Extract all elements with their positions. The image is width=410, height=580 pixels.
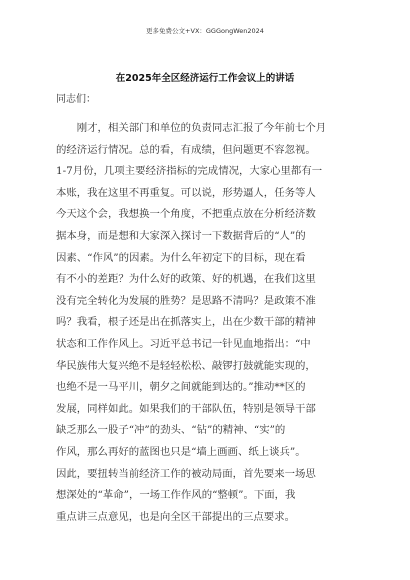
- body-line: 今天这个会，我想换一个角度，不把重点放在分析经济数: [56, 208, 316, 221]
- header-watermark: 更多免费公文+VX：GGGongWen2024: [146, 27, 264, 35]
- body-line: 重点讲三点意见，也是向全区干部提出的三点要求。: [56, 510, 295, 523]
- body-line: 有不小的差距？为什么好的政策、好的机遇，在我们这里: [56, 273, 316, 286]
- body-line: 也绝不是一马平川，朝夕之间就能到达的。”推动**区的: [56, 381, 306, 394]
- body-line: 吗？我看，根子还是出在抓落实上，出在少数干部的精神: [56, 316, 316, 329]
- body-line: 因此，要扭转当前经济工作的被动局面，首先要来一场思: [56, 467, 316, 480]
- body-line: 1-7月份，几项主要经济指标的完成情况，大家心里都有一: [56, 165, 323, 178]
- body-line: 发展，同样如此。如果我们的干部队伍，特别是领导干部: [56, 402, 316, 415]
- body-line: 的经济运行情况。总的看，有成绩，但问题更不容忽视。: [56, 143, 316, 156]
- body-line: 想深处的“革命”，一场工作作风的“整顿”。下面，我: [56, 489, 296, 502]
- body-line: 据本身，而是想和大家深入探讨一下数据背后的“人”的: [56, 229, 306, 242]
- body-line: 刚才，相关部门和单位的负责同志汇报了今年前七个月: [56, 122, 327, 134]
- body-line: 没有完全转化为发展的胜势？是思路不清吗？是政策不准: [56, 294, 316, 307]
- body-line: 本账，我在这里不再重复。可以说，形势逼人，任务等人: [56, 186, 316, 199]
- document-body: [56, 118, 358, 528]
- body-line: 因素、“作风”的因素。为什么年初定下的目标，现在看: [56, 251, 306, 264]
- body-line: 缺乏那么一股子“冲”的劲头、“钻”的精神、“实”的: [56, 424, 286, 437]
- body-line: 华民族伟大复兴绝不是轻轻松松、敲锣打鼓就能实现的，: [56, 359, 316, 372]
- body-line: 作风，那么再好的蓝图也只是“墙上画画、纸上谈兵”。: [56, 445, 306, 458]
- salutation: 同志们：: [56, 94, 96, 105]
- document-title: 在2025年全区经济运行工作会议上的讲话: [115, 73, 295, 84]
- body-line: 状态和工作作风上。习近平总书记一针见血地指出：“中: [56, 337, 311, 350]
